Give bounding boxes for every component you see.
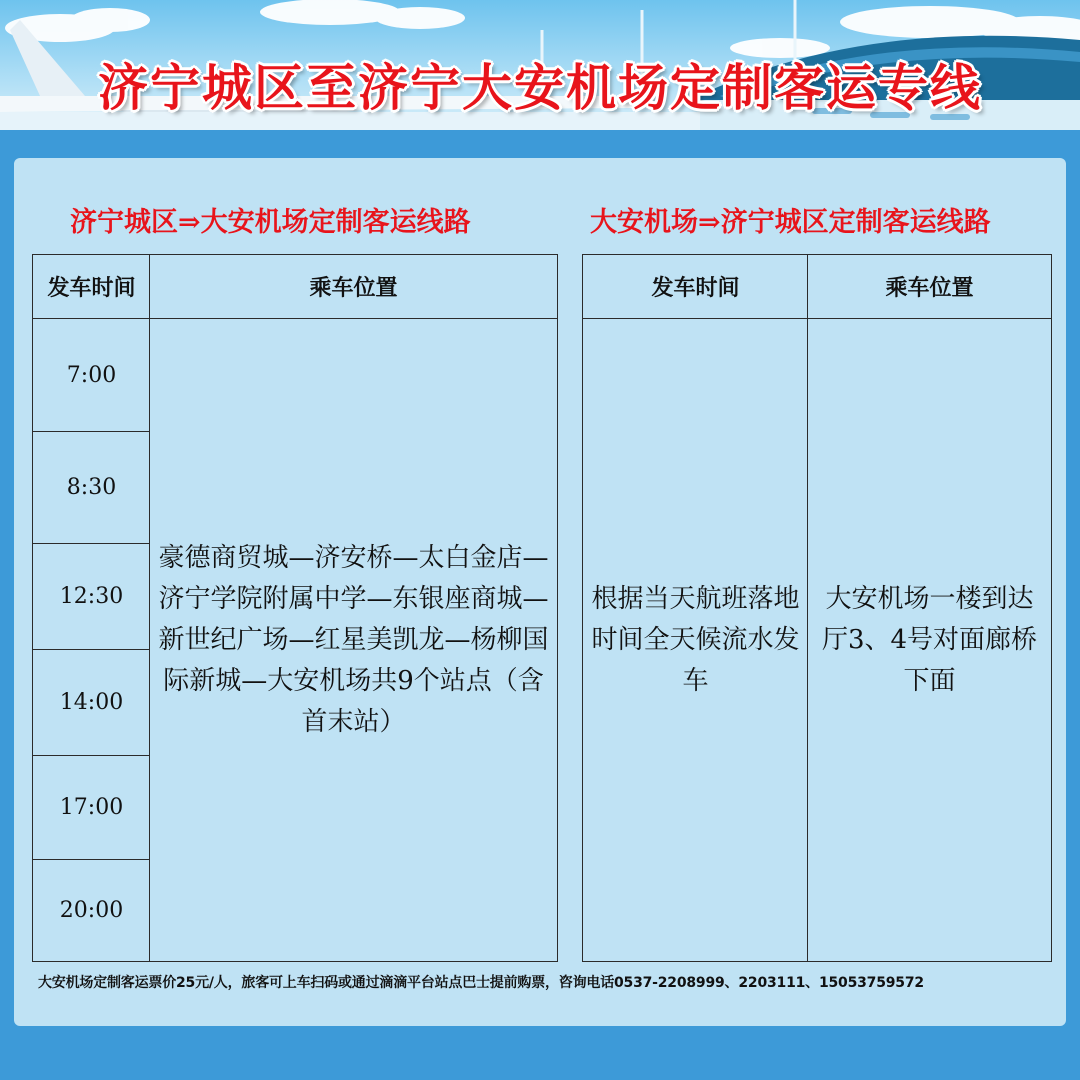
pickup-location-cell xyxy=(808,319,1051,961)
boarding-stops-text: 豪德商贸城—济安桥—太白金店—济宁学院附属中学—东银座商城—新世纪广场—红星美凯龙—杨柳国际新城—大安机场共9个站点（含首末站） xyxy=(158,542,549,737)
departure-time: 17:00 xyxy=(33,756,150,860)
schedule-text: 根据当天航班落地时间全天候流水发车 xyxy=(591,583,800,696)
page-title: 济宁城区至济宁大安机场定制客运专线 xyxy=(98,59,982,117)
boarding-stops-cell xyxy=(150,319,557,961)
right-header-location: 乘车位置 xyxy=(808,255,1051,319)
departure-time: 14:00 xyxy=(33,650,150,756)
departure-time: 8:30 xyxy=(33,432,150,544)
right-route-title: 大安机场⇒济宁城区定制客运线路 xyxy=(590,207,991,238)
pickup-location-text: 大安机场一楼到达厅3、4号对面廊桥下面 xyxy=(821,583,1038,696)
departure-time: 7:00 xyxy=(33,319,150,432)
left-header-location: 乘车位置 xyxy=(150,255,557,319)
departure-time: 12:30 xyxy=(33,544,150,650)
header-banner xyxy=(0,0,1080,130)
left-route-title: 济宁城区⇒大安机场定制客运线路 xyxy=(70,207,471,238)
schedule-panel xyxy=(14,158,1066,1026)
departure-time: 20:00 xyxy=(59,898,124,923)
right-header-time: 发车时间 xyxy=(583,255,808,319)
fare-note: 大安机场定制客运票价25元/人，旅客可上车扫码或通过滴滴平台站点巴士提前购票，咨询电话0537-2208999、2203111、15053759572 xyxy=(38,975,924,991)
left-route-table xyxy=(32,254,558,962)
schedule-cell xyxy=(583,319,808,961)
left-header-time: 发车时间 xyxy=(33,255,150,319)
right-route-table xyxy=(582,254,1052,962)
